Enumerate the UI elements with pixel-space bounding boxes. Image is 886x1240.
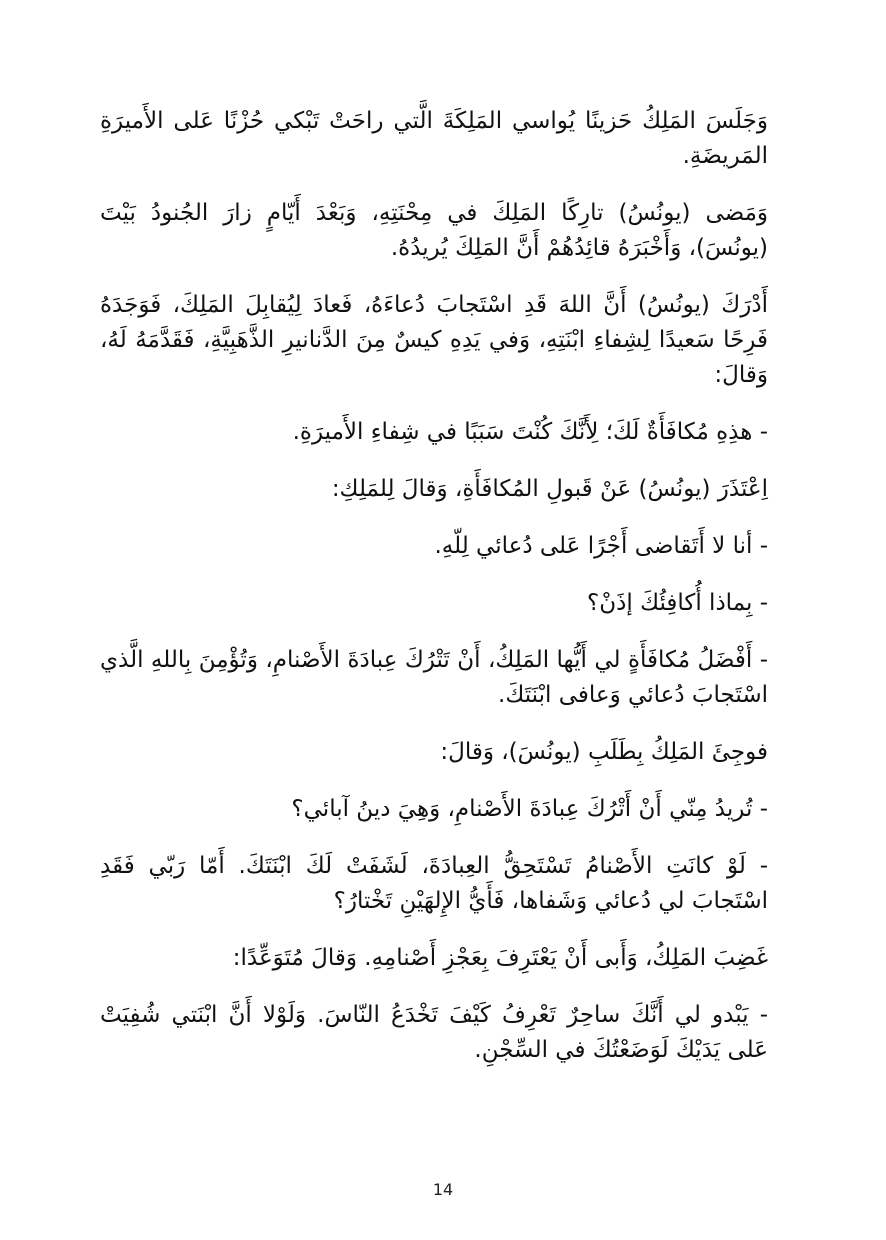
- dialogue-line: - يَبْدو لي أَنَّكَ ساحِرٌ تَعْرِفُ كَيْفَ تَخْدَعُ النّاسَ. وَلَوْلا أَنَّ ابْنَتي شُفِيَتْ عَلى يَدَيْكَ لَوَضَعْتُكَ في السِّجْنِ.: [100, 1002, 768, 1063]
- narration-paragraph: اِعْتَذَرَ (يونُسُ) عَنْ قَبولِ المُكافَأَةِ، وَقالَ لِلمَلِكِ:: [331, 476, 768, 502]
- narration-paragraph: فوجِئَ المَلِكُ بِطَلَبِ (يونُسَ)، وَقالَ:: [440, 739, 768, 765]
- dialogue-line: - أنا لا أَتَقاضى أَجْرًا عَلى دُعائي لِلّهِ.: [434, 533, 768, 559]
- dialogue-line: - لَوْ كانَتِ الأَصْنامُ تَسْتَحِقُّ العِبادَةَ، لَشَفَتْ لَكَ ابْنَتَكَ. أَمّا رَبّي فَقَدِ اسْتَجابَ لي دُعائي وَشَفاها، فَأَيُّ الإِلهَيْنِ تَخْتارُ؟: [100, 853, 768, 914]
- dialogue-line: - هذِهِ مُكافَأَةٌ لَكَ؛ لِأَنَّكَ كُنْتَ سَبَبًا في شِفاءِ الأَميرَةِ.: [292, 419, 768, 445]
- page-number: 14: [432, 1180, 454, 1199]
- dialogue-line: - بِماذا أُكافِئُكَ إذَنْ؟: [587, 590, 768, 616]
- dialogue-line: - تُريدُ مِنّي أَنْ أَتْرُكَ عِبادَةَ الأَصْنامِ، وَهِيَ دينُ آبائي؟: [291, 796, 768, 822]
- narration-paragraph: وَمَضى (يونُسُ) تارِكًا المَلِكَ في مِحْنَتِهِ، وَبَعْدَ أَيّامٍ زارَ الجُنودُ بَيْتَ (يونُسَ)، وَأَخْبَرَهُ قائِدُهُمْ أَنَّ المَلِكَ يُريدُهُ.: [100, 200, 768, 261]
- narration-paragraph: غَضِبَ المَلِكُ، وَأَبى أَنْ يَعْتَرِفَ بِعَجْزِ أَصْنامِهِ. وَقالَ مُتَوَعِّدًا:: [232, 945, 768, 971]
- narration-paragraph: وَجَلَسَ المَلِكُ حَزينًا يُواسي المَلِكَةَ الَّتي راحَتْ تَبْكي حُزْنًا عَلى الأَميرَةِ المَريضَةِ.: [100, 108, 768, 169]
- narration-paragraph: أَدْرَكَ (يونُسُ) أَنَّ اللهَ قَدِ اسْتَجابَ دُعاءَهُ، فَعادَ لِيُقابِلَ المَلِكَ، فَوَجَدَهُ فَرِحًا سَعيدًا لِشِفاءِ ابْنَتِهِ، وَفي يَدِهِ كيسٌ مِنَ الدَّنانيرِ الذَّهَبِيَّةِ، فَقَدَّمَهُ لَهُ، وَقالَ:: [100, 292, 768, 388]
- dialogue-line: - أَفْضَلُ مُكافَأَةٍ لي أَيُّها المَلِكُ، أَنْ تَتْرُكَ عِبادَةَ الأَصْنامِ، وَتُؤْمِنَ بِاللهِ الَّذي اسْتَجابَ دُعائي وَعافى ابْنَتَكَ.: [100, 647, 768, 708]
- page-body: [100, 104, 768, 1090]
